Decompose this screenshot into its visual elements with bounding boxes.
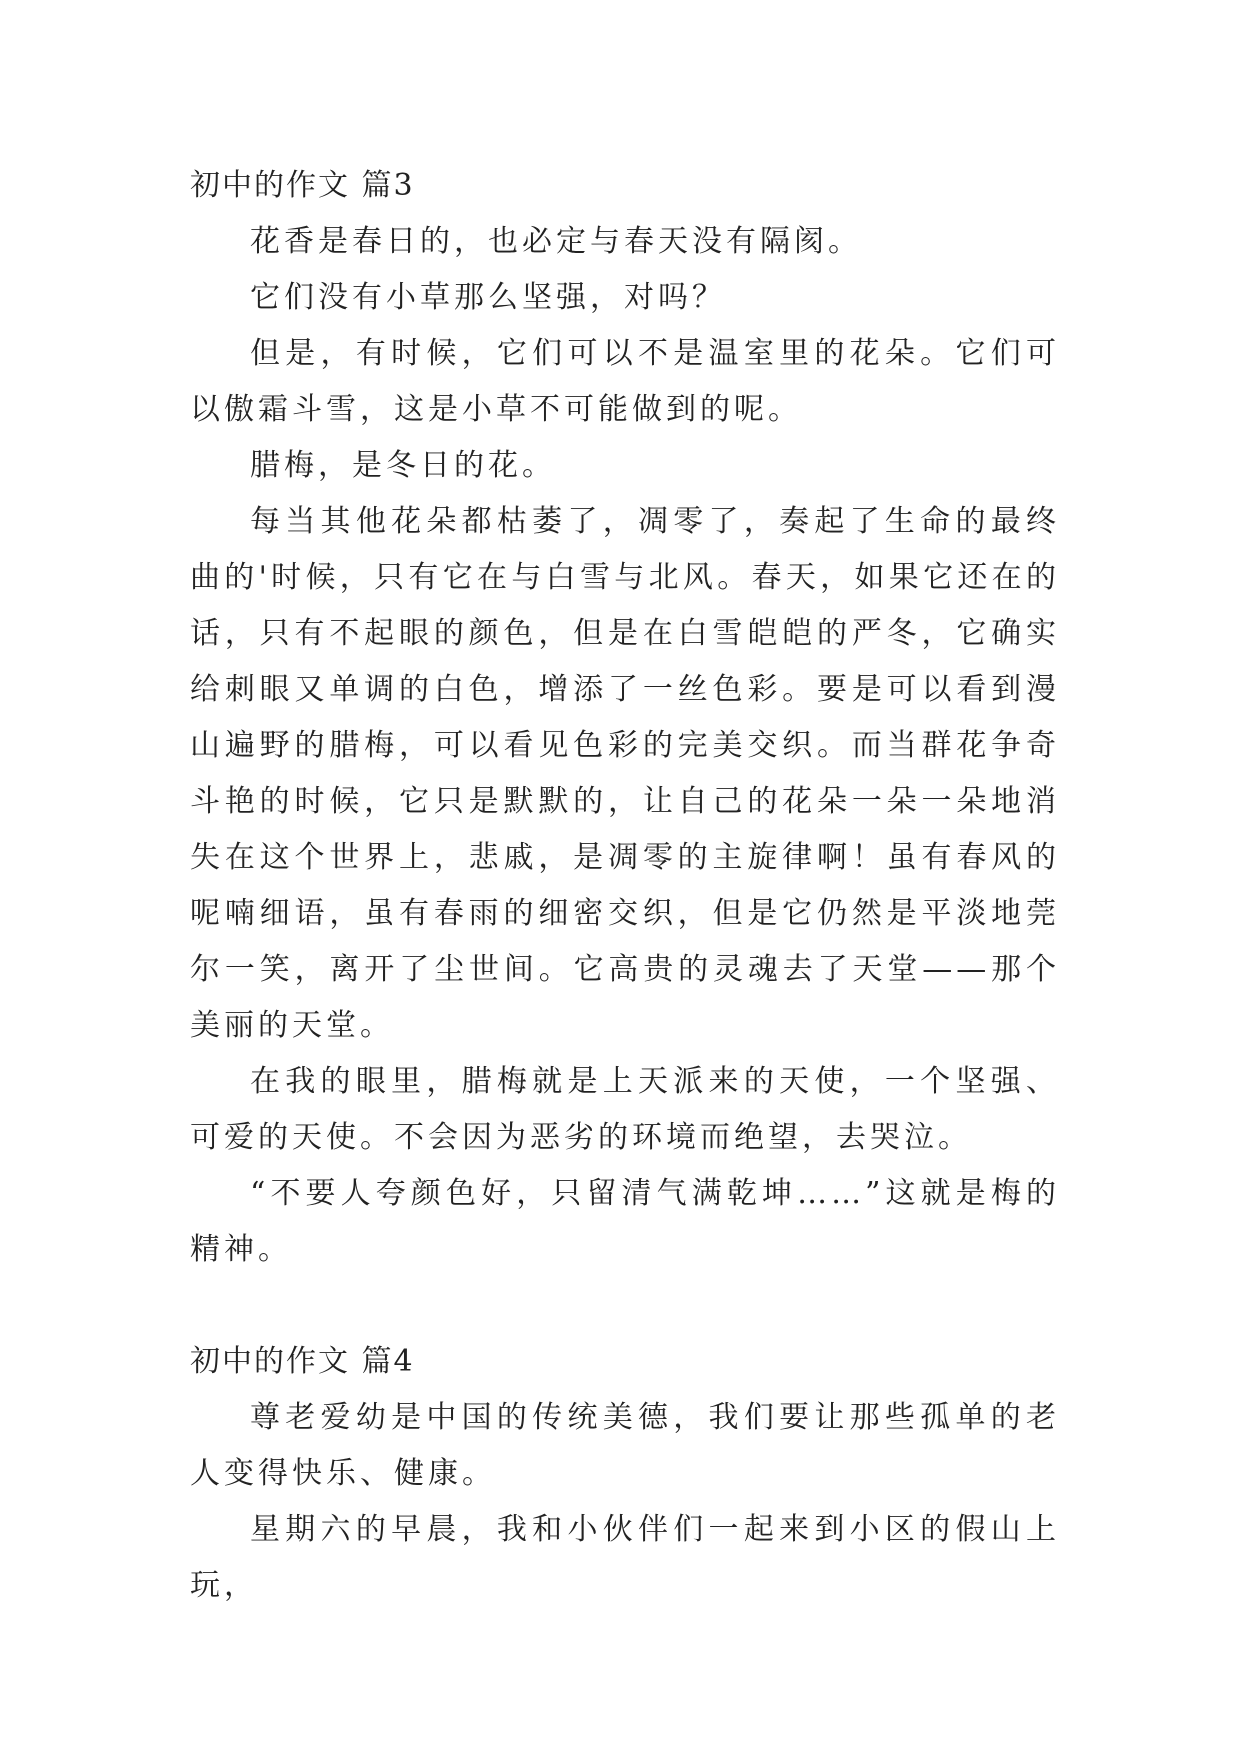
- paragraph: 尊老爱幼是中国的传统美德，我们要让那些孤单的老人变得快乐、健康。: [190, 1400, 1060, 1491]
- essay-content: [190, 158, 1060, 1614]
- section-gap: [190, 1278, 1060, 1334]
- paragraph: 但是，有时候，它们可以不是温室里的花朵。它们可以傲霜斗雪，这是小草不可能做到的呢。: [190, 336, 1060, 427]
- paragraph: “不要人夸颜色好，只留清气满乾坤……”这就是梅的精神。: [190, 1176, 1060, 1267]
- paragraph: 花香是春日的，也必定与春天没有隔阂。: [250, 224, 862, 259]
- paragraph: 腊梅，是冬日的花。: [250, 448, 556, 483]
- section-title-3: 初中的作文 篇3: [190, 168, 415, 203]
- paragraph: 每当其他花朵都枯萎了，凋零了，奏起了生命的最终曲的'时候，只有它在与白雪与北风。春天，如果它还在的话，只有不起眼的颜色，但是在白雪皑皑的严冬，它确实给刺眼又单调的白色，增添了一丝色彩。要是可以看到漫山遍野的腊梅，可以看见色彩的完美交织。而当群花争奇斗艳的时候，它只是默默的，让自己的花朵一朵一朵地消失在这个世界上，悲戚，是凋零的主旋律啊！虽有春风的呢喃细语，虽有春雨的细密交织，但是它仍然是平淡地莞尔一笑，离开了尘世间。它高贵的灵魂去了天堂——那个美丽的天堂。: [190, 504, 1060, 1043]
- paragraph: 星期六的早晨，我和小伙伴们一起来到小区的假山上玩，: [190, 1512, 1060, 1603]
- paragraph: 它们没有小草那么坚强，对吗？: [250, 280, 726, 315]
- section-title-4: 初中的作文 篇4: [190, 1344, 415, 1379]
- paragraph: 在我的眼里，腊梅就是上天派来的天使，一个坚强、可爱的天使。不会因为恶劣的环境而绝望，去哭泣。: [190, 1064, 1060, 1155]
